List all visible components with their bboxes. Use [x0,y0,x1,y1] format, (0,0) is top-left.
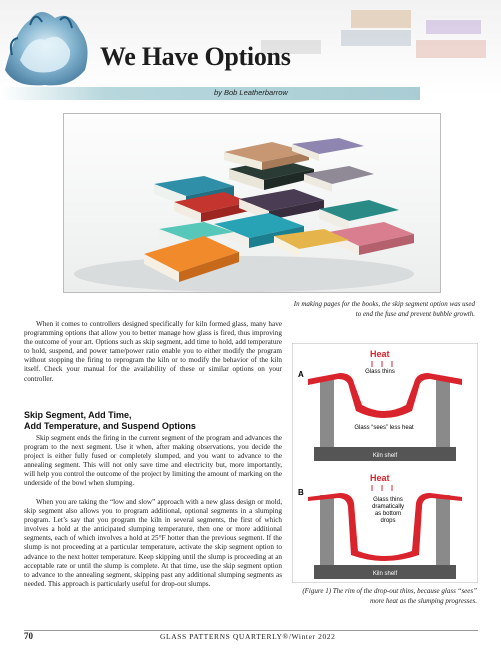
mold-wall-right-a [436,377,450,449]
intro-paragraph: When it comes to controllers designed specifically for kiln formed glass, many have programming options that allow you to better manage how glass is fired, thus improving the outcome of your art. Options such as skip segment, add time to hold, add temperature to hold, suspend, and power tame/power ratio enable you to either modify the program without stopping the firing to reprogram the kiln or to modify the behavior of the kiln itself. Check your manual for the availability of these or similar options on your controller. [24,320,282,383]
article-title: We Have Options [100,42,291,71]
panel-a-label: A [298,370,304,379]
magazine-title: GLASS PATTERNS QUARTERLY®/Winter 2022 [160,632,336,641]
kiln-shelf-label-a: Kiln shelf [372,453,398,459]
page-number: 70 [24,631,33,641]
book-stack-back [224,138,374,192]
heat-label-a: Heat [370,349,390,359]
panel-b-label: B [298,488,304,497]
mold-wall-left-a [320,377,334,449]
section-heading-line-1: Skip Segment, Add Time, [24,410,132,420]
glass-thins-label-b1: Glass thins [373,497,403,503]
glass-thins-label-b4: drops [380,518,396,524]
section-heading [24,410,284,431]
paragraph-skip-segment: Skip segment ends the firing in the current segment of the program and advances the program to the next segment. Use it when, after making observations, you decide the project is either fully fused or completely slumped, and you want to advance to the annealing segment. This will not only save time and electricity but, more importantly, will help you control the outcome of the project by limiting the amount of marking on the underside of the bowl when slumping. [24,434,282,488]
paragraph-low-and-slow: When you are taking the “low and slow” approach with a new glass design or mold, skip segment also allows you to program additional, optional segments in a slumping program. Let’s say that you program the kiln in several segments, the first of which involves a hold at the anticipated slumping temperature, then one or more additional segments, each of which involves a hold at 25°F hotter than the previous segment. If the slump is not proceeding at a particular temperature, activate the skip segment option to advance to the next hotter temperature. Keep skipping until the slump is proceeding at an acceptable rate or until the slump is complete. At that time, use the skip segment option to advance to the annealing segment, skipping past any additional slumping segments as needed. This approach is particularly useful for drop-out slumps. [24,498,282,588]
footer-rule [24,630,478,631]
glass-sees-label: Glass “sees” less heat [354,425,414,431]
book-stack-left [154,176,249,222]
mold-wall-right-b [436,495,450,565]
byline-band [0,87,420,100]
glass-thins-label-a: Glass thins [365,369,395,375]
mold-wall-left-b [320,495,334,565]
figure-caption: (Figure 1) The rim of the drop-out thins, because glass “sees” more heat as the slumping progresses. [302,587,477,605]
byline: by Bob Leatherbarrow [214,88,288,97]
glass-thins-label-b2: dramatically [371,504,405,510]
glass-books-photo [63,113,441,293]
glass-thins-label-b3: as bottom [374,511,402,517]
heat-label-b: Heat [370,473,390,483]
slumping-diagram [292,343,478,583]
photo-caption: In making pages for the books, the skip segment option was used to end the fuse and prevent bubble growth. [293,300,475,318]
section-heading-line-2: Add Temperature, and Suspend Options [24,420,196,431]
kiln-shelf-label-b: Kiln shelf [372,571,398,577]
glass-sculpture-image [0,0,95,90]
